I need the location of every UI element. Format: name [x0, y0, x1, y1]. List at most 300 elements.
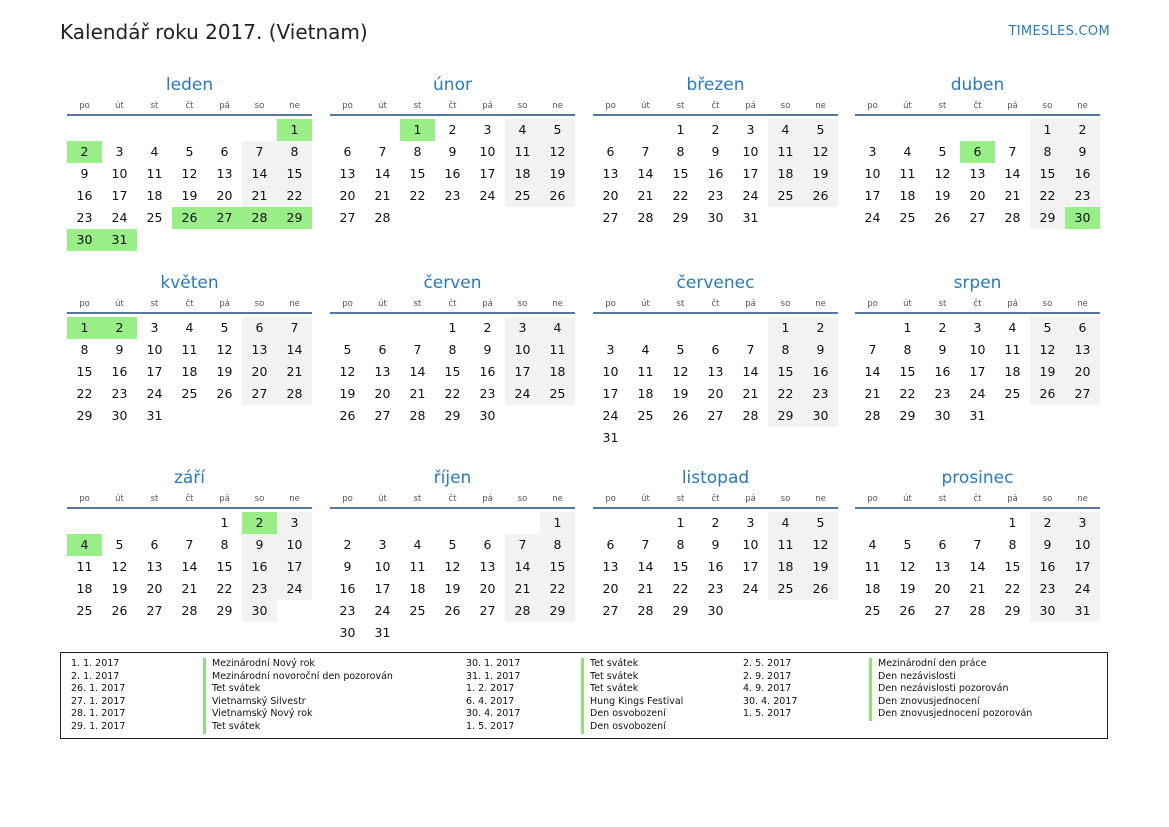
day-cell: 24 — [111, 210, 128, 225]
day-cell: 20 — [602, 581, 619, 596]
day-cell: 12 — [444, 559, 461, 574]
day-cell: 23 — [803, 383, 838, 405]
day-cell: 20 — [602, 188, 619, 203]
month-name: květen — [160, 273, 219, 293]
day-cell: 17 — [602, 386, 619, 401]
day-cell: 10 — [864, 166, 881, 181]
day-cell: 8 — [1008, 537, 1017, 552]
day-cell: 7 — [868, 342, 877, 357]
day-cell: 8 — [540, 534, 575, 556]
empty-cell — [995, 119, 1030, 141]
legend-date: 2. 9. 2017 — [743, 670, 792, 682]
day-cell: 6 — [938, 537, 947, 552]
month-říjen — [330, 465, 575, 644]
month-červenec — [593, 270, 838, 449]
day-cell: 2 — [803, 317, 838, 339]
day-cell: 2 — [1030, 512, 1065, 534]
weekday-label: pá — [745, 299, 756, 309]
weekday-label: pá — [1007, 299, 1018, 309]
day-cell: 23 — [1030, 578, 1065, 600]
weekday-header — [67, 296, 312, 314]
holiday-day-cell: 31 — [102, 229, 137, 251]
day-cell: 19 — [339, 386, 356, 401]
weekday-label: ne — [552, 494, 563, 504]
day-grid — [67, 512, 312, 622]
day-grid — [855, 317, 1100, 427]
weekday-label: čt — [711, 494, 720, 504]
empty-cell — [172, 119, 207, 141]
day-cell: 11 — [76, 559, 93, 574]
day-cell: 12 — [1030, 339, 1065, 361]
day-cell: 31 — [374, 625, 391, 640]
day-cell: 9 — [711, 537, 720, 552]
weekday-label: so — [517, 494, 528, 504]
day-cell: 14 — [409, 364, 426, 379]
day-cell: 26 — [216, 386, 233, 401]
day-cell: 20 — [1065, 361, 1100, 383]
day-cell: 1 — [903, 320, 912, 335]
day-grid — [67, 317, 312, 427]
day-cell: 29 — [540, 600, 575, 622]
month-name: duben — [950, 75, 1005, 95]
day-cell: 18 — [505, 163, 540, 185]
weekday-label: po — [342, 299, 353, 309]
day-cell: 9 — [711, 144, 720, 159]
empty-cell — [733, 317, 768, 339]
day-cell: 7 — [378, 144, 387, 159]
day-cell: 2 — [938, 320, 947, 335]
weekday-label: st — [413, 101, 422, 111]
day-cell: 11 — [637, 364, 654, 379]
empty-cell — [365, 119, 400, 141]
day-cell: 3 — [746, 122, 755, 137]
weekday-label: ne — [289, 299, 300, 309]
day-cell: 12 — [934, 166, 951, 181]
day-cell: 28 — [637, 210, 654, 225]
day-cell: 3 — [606, 342, 615, 357]
legend-holiday-name: Mezinárodní novoroční den pozorován — [203, 671, 393, 684]
day-cell: 5 — [938, 144, 947, 159]
day-cell: 11 — [181, 342, 198, 357]
holiday-day-cell: 26 — [172, 207, 207, 229]
weekday-label: st — [676, 494, 685, 504]
day-cell: 15 — [444, 364, 461, 379]
weekday-label: čt — [185, 494, 194, 504]
empty-cell — [593, 317, 628, 339]
weekday-label: st — [150, 101, 159, 111]
day-cell: 13 — [934, 559, 951, 574]
day-cell: 18 — [76, 581, 93, 596]
weekday-label: čt — [185, 101, 194, 111]
day-cell: 14 — [242, 163, 277, 185]
empty-cell — [628, 119, 663, 141]
day-cell: 17 — [146, 364, 163, 379]
day-cell: 26 — [444, 603, 461, 618]
legend-item — [743, 696, 1083, 709]
day-cell: 20 — [216, 188, 233, 203]
day-cell: 8 — [220, 537, 229, 552]
weekday-label: út — [903, 101, 912, 111]
empty-cell — [505, 512, 540, 534]
day-cell: 25 — [1004, 386, 1021, 401]
day-cell: 4 — [768, 512, 803, 534]
legend-date: 1. 5. 2017 — [743, 708, 792, 720]
day-cell: 28 — [864, 408, 881, 423]
day-cell: 24 — [742, 188, 759, 203]
day-cell: 26 — [899, 603, 916, 618]
day-cell: 2 — [343, 537, 352, 552]
day-cell: 21 — [1004, 188, 1021, 203]
holiday-day-cell: 1 — [67, 317, 102, 339]
weekday-label: po — [79, 101, 90, 111]
weekday-label: so — [254, 101, 265, 111]
legend-date: 1. 1. 2017 — [71, 658, 120, 669]
weekday-label: út — [378, 101, 387, 111]
weekday-label: pá — [482, 494, 493, 504]
legend-holiday-name: Den nezávislosti pozorován — [869, 683, 1009, 696]
day-cell: 15 — [672, 166, 689, 181]
day-cell: 31 — [969, 408, 986, 423]
weekday-label: pá — [1007, 494, 1018, 504]
day-grid — [330, 119, 575, 229]
day-cell: 25 — [505, 185, 540, 207]
weekday-label: po — [342, 494, 353, 504]
day-cell: 8 — [1030, 141, 1065, 163]
weekday-label: ne — [1077, 299, 1088, 309]
weekday-label: so — [1042, 101, 1053, 111]
weekday-label: po — [867, 299, 878, 309]
day-cell: 8 — [768, 339, 803, 361]
day-grid — [67, 119, 312, 251]
legend-holiday-name: Mezinárodní Nový rok — [203, 658, 315, 671]
weekday-label: pá — [219, 494, 230, 504]
weekday-label: čt — [973, 494, 982, 504]
day-cell: 6 — [343, 144, 352, 159]
weekday-label: út — [641, 101, 650, 111]
weekday-label: ne — [815, 299, 826, 309]
empty-cell — [137, 512, 172, 534]
day-cell: 10 — [277, 534, 312, 556]
empty-cell — [593, 512, 628, 534]
day-cell: 9 — [448, 144, 457, 159]
empty-cell — [890, 512, 925, 534]
weekday-label: út — [641, 494, 650, 504]
day-cell: 1 — [1030, 119, 1065, 141]
day-cell: 19 — [1030, 361, 1065, 383]
day-cell: 23 — [707, 188, 724, 203]
day-cell: 11 — [409, 559, 426, 574]
day-cell: 7 — [1008, 144, 1017, 159]
day-cell: 13 — [479, 559, 496, 574]
weekday-label: st — [413, 299, 422, 309]
day-cell: 18 — [181, 364, 198, 379]
day-cell: 14 — [1004, 166, 1021, 181]
empty-cell — [137, 119, 172, 141]
empty-cell — [855, 119, 890, 141]
weekday-label: so — [254, 299, 265, 309]
empty-cell — [855, 512, 890, 534]
weekday-label: út — [378, 494, 387, 504]
legend-item — [466, 683, 726, 696]
day-cell: 26 — [540, 185, 575, 207]
day-cell: 12 — [672, 364, 689, 379]
weekday-label: pá — [1007, 101, 1018, 111]
weekday-label: po — [867, 101, 878, 111]
day-cell: 18 — [768, 163, 803, 185]
legend-date: 2. 1. 2017 — [71, 670, 120, 682]
day-cell: 15 — [899, 364, 916, 379]
legend-holiday-name: Mezinárodní den práce — [869, 658, 986, 671]
holiday-day-cell: 4 — [67, 534, 102, 556]
day-cell: 13 — [339, 166, 356, 181]
day-cell: 4 — [505, 119, 540, 141]
day-cell: 12 — [181, 166, 198, 181]
day-cell: 31 — [146, 408, 163, 423]
day-cell: 18 — [409, 581, 426, 596]
day-cell: 3 — [1065, 512, 1100, 534]
legend-date: 26. 1. 2017 — [71, 683, 126, 695]
day-cell: 11 — [540, 339, 575, 361]
day-cell: 27 — [242, 383, 277, 405]
day-grid — [855, 119, 1100, 229]
day-cell: 27 — [602, 603, 619, 618]
weekday-label: so — [780, 299, 791, 309]
holiday-day-cell: 2 — [67, 141, 102, 163]
empty-cell — [960, 512, 995, 534]
weekday-label: st — [938, 494, 947, 504]
holiday-day-cell: 2 — [242, 512, 277, 534]
day-cell: 14 — [637, 559, 654, 574]
month-name: listopad — [681, 468, 750, 488]
day-cell: 30 — [242, 600, 277, 622]
weekday-label: út — [903, 494, 912, 504]
empty-cell — [330, 512, 365, 534]
day-cell: 26 — [1030, 383, 1065, 405]
weekday-label: pá — [219, 101, 230, 111]
day-cell: 4 — [641, 342, 650, 357]
day-cell: 15 — [1030, 163, 1065, 185]
holiday-day-cell: 1 — [277, 119, 312, 141]
day-cell: 18 — [540, 361, 575, 383]
day-cell: 19 — [181, 188, 198, 203]
legend-date: 30. 4. 2017 — [743, 695, 798, 707]
day-cell: 9 — [80, 166, 89, 181]
day-cell: 29 — [768, 405, 803, 427]
day-cell: 3 — [868, 144, 877, 159]
holiday-legend — [60, 652, 1108, 739]
legend-item — [466, 696, 726, 709]
weekday-label: po — [867, 494, 878, 504]
legend-date: 31. 1. 2017 — [466, 670, 521, 682]
day-cell: 4 — [540, 317, 575, 339]
weekday-label: čt — [448, 101, 457, 111]
day-cell: 5 — [115, 537, 124, 552]
weekday-header — [855, 296, 1100, 314]
day-grid — [330, 317, 575, 427]
brand-link[interactable]: TIMESLES.COM — [1008, 24, 1110, 39]
day-cell: 17 — [505, 361, 540, 383]
day-cell: 27 — [602, 210, 619, 225]
day-cell: 19 — [540, 163, 575, 185]
day-cell: 22 — [899, 386, 916, 401]
day-cell: 17 — [374, 581, 391, 596]
empty-cell — [960, 119, 995, 141]
day-cell: 27 — [1065, 383, 1100, 405]
holiday-day-cell: 30 — [1065, 207, 1100, 229]
day-cell: 30 — [707, 603, 724, 618]
weekday-label: st — [150, 299, 159, 309]
empty-cell — [698, 317, 733, 339]
day-cell: 13 — [374, 364, 391, 379]
month-listopad — [593, 465, 838, 622]
day-cell: 12 — [216, 342, 233, 357]
day-cell: 18 — [864, 581, 881, 596]
legend-holiday-name: Den nezávislosti — [869, 671, 956, 684]
day-cell: 8 — [277, 141, 312, 163]
day-cell: 29 — [672, 210, 689, 225]
legend-holiday-name: Den znovusjednocení pozorován — [869, 708, 1032, 721]
weekday-label: čt — [973, 101, 982, 111]
day-cell: 11 — [1004, 342, 1021, 357]
day-cell: 11 — [768, 534, 803, 556]
legend-item — [71, 658, 451, 671]
day-cell: 7 — [413, 342, 422, 357]
day-cell: 12 — [540, 141, 575, 163]
weekday-label: so — [1042, 299, 1053, 309]
day-cell: 16 — [479, 364, 496, 379]
day-cell: 20 — [969, 188, 986, 203]
day-grid — [330, 512, 575, 644]
day-cell: 13 — [242, 339, 277, 361]
day-cell: 5 — [448, 537, 457, 552]
legend-column — [71, 658, 451, 734]
day-cell: 17 — [277, 556, 312, 578]
empty-cell — [663, 317, 698, 339]
day-cell: 9 — [803, 339, 838, 361]
day-cell: 26 — [111, 603, 128, 618]
day-cell: 19 — [216, 364, 233, 379]
day-cell: 31 — [1065, 600, 1100, 622]
day-cell: 11 — [768, 141, 803, 163]
legend-item — [71, 708, 451, 721]
day-cell: 28 — [969, 603, 986, 618]
day-cell: 28 — [181, 603, 198, 618]
day-cell: 24 — [864, 210, 881, 225]
legend-column — [743, 658, 1083, 721]
legend-holiday-name: Tet svátek — [581, 671, 638, 684]
day-cell: 4 — [1008, 320, 1017, 335]
legend-date: 2. 5. 2017 — [743, 658, 792, 669]
day-cell: 13 — [146, 559, 163, 574]
empty-cell — [67, 512, 102, 534]
day-cell: 23 — [707, 581, 724, 596]
empty-cell — [628, 512, 663, 534]
weekday-header — [67, 491, 312, 509]
day-cell: 18 — [768, 556, 803, 578]
day-cell: 20 — [934, 581, 951, 596]
weekday-label: ne — [552, 299, 563, 309]
day-cell: 3 — [746, 515, 755, 530]
day-cell: 21 — [374, 188, 391, 203]
day-cell: 1 — [1008, 515, 1017, 530]
empty-cell — [400, 317, 435, 339]
day-cell: 2 — [1065, 119, 1100, 141]
day-cell: 23 — [444, 188, 461, 203]
legend-date: 30. 1. 2017 — [466, 658, 521, 669]
holiday-day-cell: 1 — [400, 119, 435, 141]
day-cell: 25 — [409, 603, 426, 618]
day-cell: 4 — [868, 537, 877, 552]
day-cell: 7 — [973, 537, 982, 552]
legend-holiday-name: Tet svátek — [203, 683, 260, 696]
weekday-header — [855, 98, 1100, 116]
day-cell: 21 — [242, 185, 277, 207]
day-cell: 2 — [483, 320, 492, 335]
day-cell: 27 — [146, 603, 163, 618]
day-cell: 21 — [969, 581, 986, 596]
day-cell: 30 — [707, 210, 724, 225]
day-cell: 16 — [707, 166, 724, 181]
day-cell: 19 — [934, 188, 951, 203]
day-cell: 8 — [80, 342, 89, 357]
day-cell: 22 — [76, 386, 93, 401]
day-cell: 25 — [540, 383, 575, 405]
weekday-label: út — [115, 101, 124, 111]
legend-holiday-name: Den osvobození — [581, 708, 666, 721]
legend-holiday-name: Tet svátek — [581, 658, 638, 671]
day-cell: 16 — [1065, 163, 1100, 185]
day-cell: 26 — [803, 185, 838, 207]
day-cell: 28 — [374, 210, 391, 225]
weekday-label: út — [641, 299, 650, 309]
day-cell: 22 — [216, 581, 233, 596]
weekday-label: pá — [745, 101, 756, 111]
day-cell: 11 — [899, 166, 916, 181]
day-cell: 13 — [707, 364, 724, 379]
day-cell: 22 — [1004, 581, 1021, 596]
day-cell: 6 — [220, 144, 229, 159]
day-cell: 9 — [242, 534, 277, 556]
day-cell: 24 — [969, 386, 986, 401]
day-cell: 16 — [707, 559, 724, 574]
day-cell: 8 — [676, 144, 685, 159]
day-cell: 1 — [676, 122, 685, 137]
day-cell: 10 — [742, 537, 759, 552]
day-cell: 4 — [185, 320, 194, 335]
weekday-header — [67, 98, 312, 116]
day-cell: 12 — [899, 559, 916, 574]
empty-cell — [242, 119, 277, 141]
day-cell: 17 — [864, 188, 881, 203]
legend-holiday-name: Vietnamský Silvestr — [203, 696, 306, 709]
day-cell: 15 — [76, 364, 93, 379]
empty-cell — [330, 119, 365, 141]
weekday-label: ne — [815, 494, 826, 504]
day-cell: 28 — [409, 408, 426, 423]
day-cell: 14 — [864, 364, 881, 379]
day-cell: 22 — [1030, 185, 1065, 207]
legend-date: 4. 9. 2017 — [743, 683, 792, 695]
day-cell: 2 — [711, 515, 720, 530]
legend-holiday-name: Den znovusjednocení — [869, 696, 980, 709]
day-cell: 16 — [76, 188, 93, 203]
legend-item — [71, 721, 451, 734]
day-cell: 8 — [448, 342, 457, 357]
day-cell: 7 — [746, 342, 755, 357]
holiday-day-cell: 27 — [207, 207, 242, 229]
empty-cell — [365, 317, 400, 339]
empty-cell — [172, 512, 207, 534]
